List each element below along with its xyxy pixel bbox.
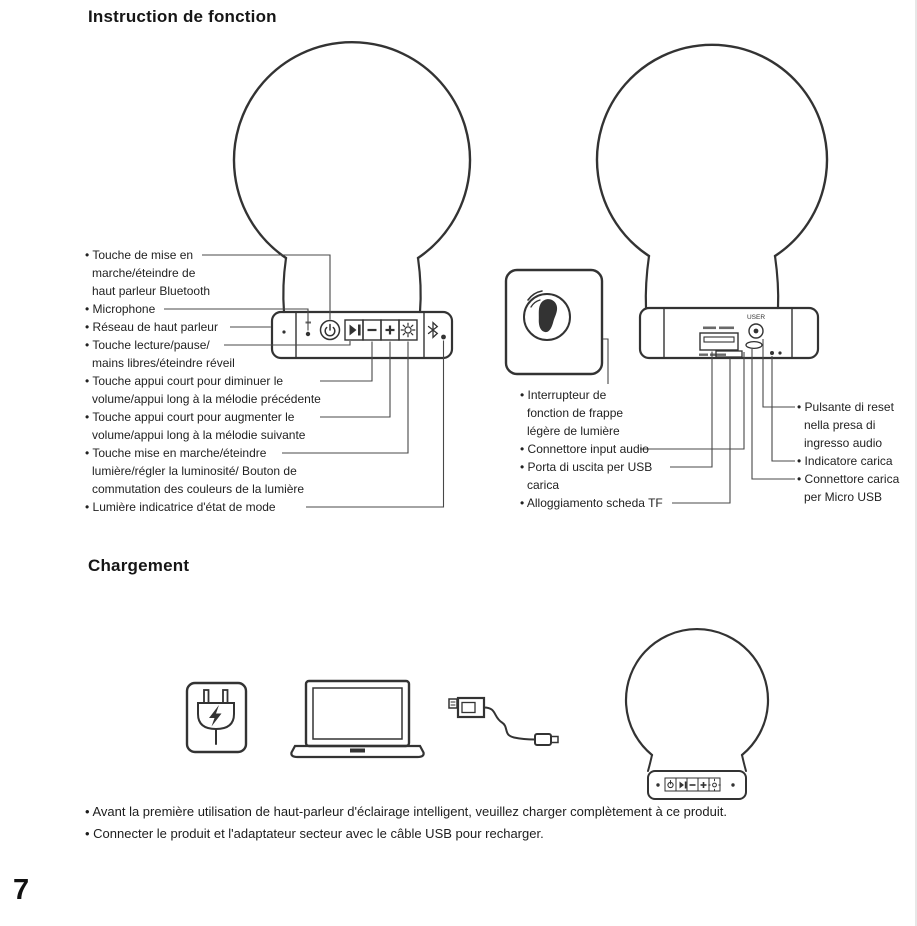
page-number: 7 <box>13 874 30 906</box>
power-callout <box>85 246 210 300</box>
bluetooth-icon <box>429 323 438 338</box>
callout-line: • Connettore input audio <box>520 442 649 456</box>
button-glyphs <box>350 325 395 336</box>
callout-line: carica <box>527 478 560 492</box>
laptop-icon <box>291 681 423 757</box>
mode-led-icon <box>441 335 446 340</box>
note: • Connecter le produit et l'adaptateur secteur avec le câble USB pour recharger. <box>85 826 544 841</box>
user-label: USER <box>746 314 766 321</box>
callout-line: haut parleur Bluetooth <box>92 284 211 298</box>
micro-usb-port-icon <box>746 342 762 349</box>
usb-out-callout <box>520 458 652 494</box>
charging-section-title: Chargement <box>88 556 190 575</box>
callout-line: marche/éteindre de <box>92 266 196 280</box>
lightning-bolt-icon <box>209 705 222 727</box>
callout-line: • Pulsante di reset <box>797 400 894 414</box>
leader-line <box>772 356 795 461</box>
leader-line <box>640 352 744 449</box>
note: • Avant la première utilisation de haut-parleur d'éclairage intelligent, veuillez charger complètement à ce produit. <box>85 804 727 819</box>
charge-led-callout <box>797 452 893 470</box>
callout-line: • Alloggiamento scheda TF <box>520 496 663 510</box>
callout-line: • Touche de mise en <box>85 248 194 262</box>
leader-line <box>603 339 608 384</box>
callout-line: • Touche lecture/pause/ <box>85 338 210 352</box>
tf-slot-callout <box>520 494 663 512</box>
leader-line <box>670 352 712 468</box>
callout-line: • Touche mise en marche/éteindre <box>85 446 267 460</box>
power-adapter-icon <box>187 683 246 752</box>
callout-line: • Réseau de haut parleur <box>85 320 218 334</box>
leader-line <box>752 349 795 479</box>
leader-line <box>320 342 390 418</box>
mini-power-icon <box>668 781 673 788</box>
volume-up-callout <box>85 408 305 444</box>
mode-led-callout <box>85 498 276 516</box>
leader-line <box>320 342 372 382</box>
speaker-front-icon <box>626 629 768 799</box>
touch-hand-icon <box>539 299 557 332</box>
callout-line: fonction de frappe <box>527 406 624 420</box>
volume-down-callout <box>85 372 321 408</box>
leader-line <box>763 339 795 407</box>
callout-line: per Micro USB <box>804 490 883 504</box>
callout-line: • Interrupteur de <box>520 388 607 402</box>
callout-line: • Connettore carica <box>797 472 900 486</box>
callout-line: • Indicatore carica <box>797 454 893 468</box>
callout-line: • Microphone <box>85 302 156 316</box>
callout-line: • Porta di uscita per USB <box>520 460 653 474</box>
left-speaker-drawing <box>234 42 470 358</box>
callout-line: volume/appui long à la mélodie précédente <box>92 392 321 406</box>
grille-dot <box>282 330 285 333</box>
charging-notes <box>85 801 727 845</box>
function-section-title: Instruction de fonction <box>88 7 277 26</box>
light-button-callout <box>85 444 304 498</box>
power-button-icon <box>321 321 340 340</box>
leader-line <box>672 359 730 504</box>
callout-line: • Touche appui court pour diminuer le <box>85 374 284 388</box>
speaker-grille-callout <box>85 318 218 336</box>
charge-led-icon <box>770 351 774 355</box>
sun-glyph-icon <box>401 323 415 337</box>
leader-line <box>224 341 350 345</box>
leader-line <box>202 255 330 320</box>
callout-line: volume/appui long à la mélodie suivante <box>92 428 306 442</box>
touch-switch-drawing <box>506 270 602 374</box>
callout-line: lumière/régler la luminosité/ Bouton de <box>92 464 297 478</box>
right-speaker-drawing <box>597 45 827 358</box>
callout-line: légère de lumière <box>527 424 620 438</box>
callout-line: commutation des couleurs de la lumière <box>92 482 305 496</box>
audio-input-callout <box>520 440 649 458</box>
callout-line: nella presa di <box>804 418 876 432</box>
usb-cable-icon <box>449 698 558 745</box>
callout-line: • Lumière indicatrice d'état de mode <box>85 500 276 514</box>
microphone-callout <box>85 300 155 318</box>
micro-usb-callout <box>797 470 899 506</box>
callout-line: • Touche appui court pour augmenter le <box>85 410 295 424</box>
led-dot <box>778 351 781 354</box>
leader-line <box>306 341 444 508</box>
reset-callout <box>797 398 894 452</box>
usb-out-port-icon <box>700 333 738 350</box>
touch-switch-callout <box>520 386 623 440</box>
mini-button-glyphs <box>680 782 707 789</box>
audio-reset-jack-icon <box>749 324 763 338</box>
mini-sun-icon <box>709 779 721 791</box>
callout-line: ingresso audio <box>804 436 883 450</box>
play-pause-callout <box>85 336 235 372</box>
callout-line: mains libres/éteindre réveil <box>92 356 235 370</box>
